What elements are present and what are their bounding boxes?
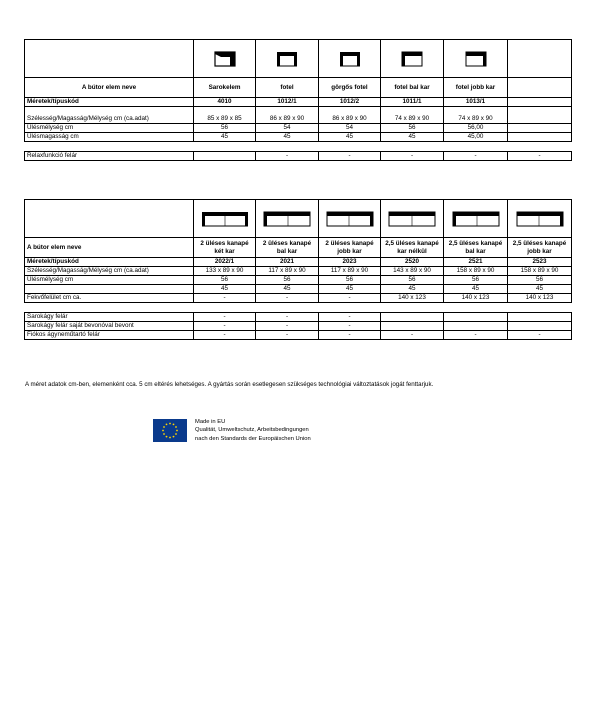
seat-depth-value: 56 [508, 276, 572, 285]
corner-value [508, 313, 572, 322]
swivel-armchair-icon [339, 51, 361, 67]
sofa-left-arm-icon [263, 211, 311, 227]
dims-value: 74 x 89 x 90 [444, 115, 508, 124]
relax-value: - [256, 152, 319, 161]
dims-value: 86 x 89 x 90 [319, 115, 381, 124]
corner-own-value: - [194, 322, 256, 331]
seat-depth-value: 56 [319, 276, 381, 285]
dims-label: Szélesség/Magasság/Mélység cm (ca.adat) [25, 267, 194, 276]
sofa-two-arms-icon [201, 211, 249, 227]
product-name: fotel jobb kar [444, 78, 508, 98]
seat-height-value: 45 [381, 285, 444, 294]
seat-depth-value: 56,00 [444, 124, 508, 133]
corner-value [381, 313, 444, 322]
corner-label: Sarokágy felár [25, 313, 194, 322]
relax-value: - [319, 152, 381, 161]
seat-height-value: 45 [256, 285, 319, 294]
product-name: 2 üléses kanapé jobb kar [319, 238, 381, 258]
seat-height-label: Ülésmagasság cm [25, 133, 194, 142]
corner-own-label: Sarokágy felár saját bevonóval bevont [25, 322, 194, 331]
relax-value: - [381, 152, 444, 161]
product-name: 2,5 üléses kanapé bal kar [444, 238, 508, 258]
name-label: A bútor elem neve [25, 78, 194, 98]
seat-height-value: 45 [508, 285, 572, 294]
drawer-value: - [381, 331, 444, 340]
armchair-right-arm-icon [465, 51, 487, 67]
seat-height-value: 45 [381, 133, 444, 142]
dims-value [508, 115, 572, 124]
dims-value: 143 x 89 x 90 [381, 267, 444, 276]
dims-value: 158 x 89 x 90 [444, 267, 508, 276]
relax-value: - [444, 152, 508, 161]
product-name: 2,5 üléses kanapé kar nélkül [381, 238, 444, 258]
seat-height-label [25, 285, 194, 294]
product-name: görgős fotel [319, 78, 381, 98]
seat-height-value: 45 [319, 285, 381, 294]
seat-height-value: 45,00 [444, 133, 508, 142]
type-code: 2021 [256, 258, 319, 267]
type-code: 4010 [194, 98, 256, 107]
corner-own-value: - [319, 322, 381, 331]
name-label: A bútor elem neve [25, 238, 194, 258]
relax-value [194, 152, 256, 161]
type-code: 1012/1 [256, 98, 319, 107]
type-code: 2022/1 [194, 258, 256, 267]
seat-depth-value: 56 [194, 124, 256, 133]
made-in-eu-text [195, 418, 311, 443]
type-code: 2023 [319, 258, 381, 267]
eu-flag-icon [153, 419, 187, 442]
sofa-wide-right-arm-icon [516, 211, 564, 227]
product-name [508, 78, 572, 98]
drawer-label: Fiókos ágyneműtartó felár [25, 331, 194, 340]
code-label: Méretek/típuskód [25, 258, 194, 267]
bed-value: - [319, 294, 381, 303]
seat-depth-value: 56 [194, 276, 256, 285]
armchair-left-arm-icon [401, 51, 423, 67]
product-name: 2 üléses kanapé bal kar [256, 238, 319, 258]
size-disclaimer: A méret adatok cm-ben, elemenként cca. 5 cm eltérés lehetséges. A gyártás során esetlegesen szükséges technológiai változtatások jogát fenttarjuk. [25, 381, 434, 388]
dims-value: 158 x 89 x 90 [508, 267, 572, 276]
drawer-value: - [508, 331, 572, 340]
empty-cell [25, 40, 194, 78]
seat-height-value: 45 [256, 133, 319, 142]
corner-value: - [194, 313, 256, 322]
seat-depth-label: Ülésmélység cm [25, 276, 194, 285]
seat-depth-label: Ülésmélység cm [25, 124, 194, 133]
corner-value: - [256, 313, 319, 322]
dims-value: 86 x 89 x 90 [256, 115, 319, 124]
bed-value: 140 x 123 [444, 294, 508, 303]
armchair-icon [276, 51, 298, 67]
armchair-spec-table [24, 39, 572, 161]
corner-value [444, 313, 508, 322]
product-name: fotel [256, 78, 319, 98]
product-name: Sarokelem [194, 78, 256, 98]
seat-height-value: 45 [194, 133, 256, 142]
seat-height-value: 45 [319, 133, 381, 142]
seat-depth-value: 56 [381, 124, 444, 133]
drawer-value: - [319, 331, 381, 340]
empty-cell [508, 40, 572, 78]
seat-depth-value: 56 [381, 276, 444, 285]
bed-value: - [256, 294, 319, 303]
bed-value: 140 x 123 [508, 294, 572, 303]
seat-height-value [508, 133, 572, 142]
bed-value: - [194, 294, 256, 303]
product-name: fotel bal kar [381, 78, 444, 98]
dims-value: 133 x 89 x 90 [194, 267, 256, 276]
drawer-value: - [194, 331, 256, 340]
drawer-value: - [444, 331, 508, 340]
seat-depth-value: 54 [256, 124, 319, 133]
type-code: 1011/1 [381, 98, 444, 107]
dims-value: 117 x 89 x 90 [319, 267, 381, 276]
seat-depth-value: 54 [319, 124, 381, 133]
product-name: 2 üléses kanapé két kar [194, 238, 256, 258]
corner-own-value [444, 322, 508, 331]
dims-value: 85 x 89 x 85 [194, 115, 256, 124]
type-code: 1013/1 [444, 98, 508, 107]
relax-value: - [508, 152, 572, 161]
type-code: 1012/2 [319, 98, 381, 107]
corner-value: - [319, 313, 381, 322]
seat-depth-value: 56 [256, 276, 319, 285]
type-code [508, 98, 572, 107]
product-name: 2,5 üléses kanapé jobb kar [508, 238, 572, 258]
type-code: 2521 [444, 258, 508, 267]
sofa-no-arm-icon [388, 211, 436, 227]
sofa-wide-left-arm-icon [452, 211, 500, 227]
bed-value: 140 x 123 [381, 294, 444, 303]
seat-depth-value: 56 [444, 276, 508, 285]
type-code: 2523 [508, 258, 572, 267]
sofa-spec-table [24, 199, 572, 340]
type-code: 2520 [381, 258, 444, 267]
corner-own-value: - [256, 322, 319, 331]
seat-depth-value [508, 124, 572, 133]
code-label: Méretek/típuskód [25, 98, 194, 107]
sofa-right-arm-icon [326, 211, 374, 227]
empty-cell [25, 200, 194, 238]
made-in-eu-line: Made in EU [195, 419, 226, 425]
dims-value: 117 x 89 x 90 [256, 267, 319, 276]
corner-own-value [508, 322, 572, 331]
dims-label: Szélesség/Magasság/Mélység cm (ca.adat) [25, 115, 194, 124]
standards-line: nach den Standards der Europäischen Union [195, 435, 311, 442]
corner-element-icon [214, 51, 236, 67]
relax-label: Relaxfunkció felár [25, 152, 194, 161]
quality-line: Qualität, Umweltschutz, Arbeitsbedingungen [195, 427, 309, 434]
seat-height-value: 45 [194, 285, 256, 294]
dims-value: 74 x 89 x 90 [381, 115, 444, 124]
seat-height-value: 45 [444, 285, 508, 294]
corner-own-value [381, 322, 444, 331]
drawer-value: - [256, 331, 319, 340]
bed-label: Fekvőfelület cm ca. [25, 294, 194, 303]
